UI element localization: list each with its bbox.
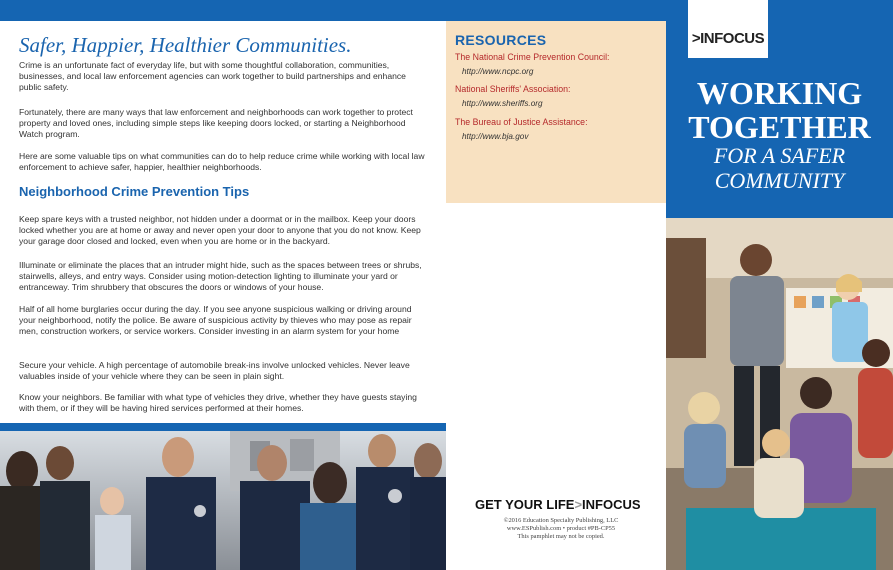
cover-subtitle-line-1: FOR A SAFER <box>713 143 846 168</box>
resource-org-ncpc: The National Crime Prevention Council: <box>455 52 610 62</box>
police-community-photo <box>0 431 446 570</box>
logo-focus: FOCUS <box>714 30 765 47</box>
tip-paragraph-keys: Keep spare keys with a trusted neighbor, not hidden under a doormat or in the mailbox. Keep your doors locked whether you are at home or away and never open your door to anyone that you do not know. Keep your garage door closed and locked, even when you are home or in the backyard. <box>19 214 421 247</box>
cover-title-line-1: WORKING <box>696 75 863 111</box>
intro-paragraph-3: Here are some valuable tips on what communities can do to help reduce crime while working with local law enforcement to achieve safer, happier, healthier neighborhoods. <box>19 151 425 173</box>
classroom-officer-photo <box>666 218 893 570</box>
cover-subtitle <box>666 143 893 193</box>
cover-title <box>666 76 893 144</box>
tip-paragraph-lighting: Illuminate or eliminate the places that an intruder might hide, such as the spaces between trees or shrubs, stairwells, alleys, and entry ways. Consider using motion-detection lighting to illuminate your yard or entranceway. Trim shrubbery that obscures the doors or windows of your house. <box>19 260 422 293</box>
resources-title: RESOURCES <box>455 32 547 48</box>
cover-subtitle-line-2: COMMUNITY <box>714 168 845 193</box>
copy-notice: This pamphlet may not be copied. <box>517 533 605 540</box>
brand-prefix: GET YOUR LIFE <box>475 497 575 512</box>
resources-panel <box>446 21 666 203</box>
tip-paragraph-vehicle: Secure your vehicle. A high percentage of automobile break-ins involve unlocked vehicles. Never leave valuables inside of your vehicle where they can be seen in plain sight. <box>19 360 410 382</box>
back-panel <box>446 203 666 570</box>
intro-title: Safer, Happier, Healthier Communities. <box>19 33 352 57</box>
resource-link-sheriffs[interactable]: http://www.sheriffs.org <box>462 99 543 108</box>
intro-paragraph-1: Crime is an unfortunate fact of everyday life, but with some thoughtful collaboration, communities, businesses, and local law enforcement agencies can work together to build partnerships and enhance public safety. <box>19 60 406 93</box>
brand-tagline <box>475 497 641 512</box>
resource-org-bja: The Bureau of Justice Assistance: <box>455 117 588 127</box>
logo-text <box>688 30 768 47</box>
logo-in: IN <box>700 30 715 47</box>
resource-org-sheriffs: National Sheriffs' Association: <box>455 84 571 94</box>
brand-arrow: > <box>574 497 583 512</box>
copyright-text: ©2016 Education Specialty Publishing, LLC <box>503 517 619 524</box>
tips-title: Neighborhood Crime Prevention Tips <box>19 184 250 199</box>
brand-focus: INFOCUS <box>582 497 641 512</box>
intro-paragraph-2: Fortunately, there are many ways that law enforcement and neighborhoods can work together to protect property and loved ones, including simple steps like keeping doors locked, or starting a Neighborhood Watch program. <box>19 107 413 140</box>
tip-paragraph-burglaries: Half of all home burglaries occur during the day. If you see anyone suspicious walking or driving around your neighborhood, notify the police. Be aware of suspicious activity by thieves who may pose as repair men, construction workers, or service workers. Consider investing in an alarm system for your home <box>19 304 412 337</box>
infocus-logo <box>688 0 768 58</box>
bottom-color-bar <box>0 423 446 431</box>
cover-title-line-2: TOGETHER <box>688 109 871 145</box>
tip-paragraph-neighbors: Know your neighbors. Be familiar with what type of vehicles they drive, whether they have guests staying with them, or if they will be having hired services performed at their homes. <box>19 392 417 414</box>
resource-link-bja[interactable]: http://www.bja.gov <box>462 132 529 141</box>
product-text: www.ESPublish.com • product #PB-CP55 <box>506 525 616 532</box>
left-panel <box>0 21 446 425</box>
resource-link-ncpc[interactable]: http://www.ncpc.org <box>462 67 534 76</box>
logo-arrow: > <box>691 30 701 47</box>
